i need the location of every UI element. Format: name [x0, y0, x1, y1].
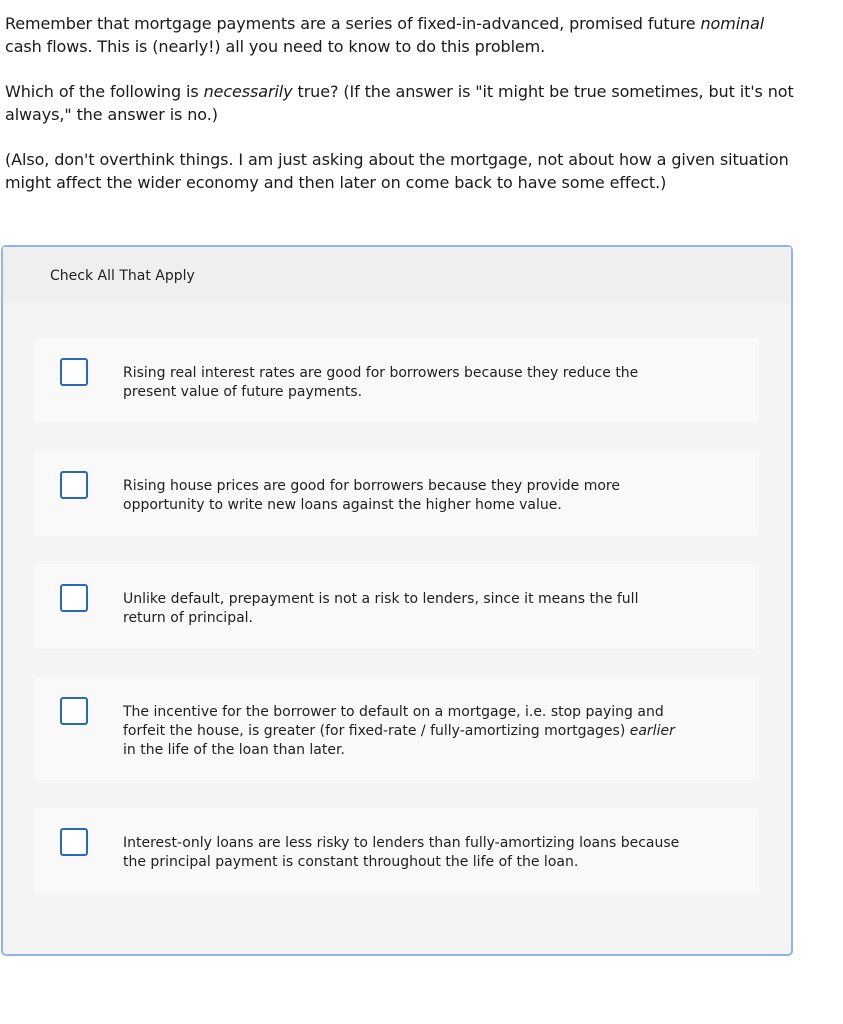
option-4-text-part: The incentive for the borrower to default on a mortgage, i.e. stop paying and forfeit the house, is greater (for fixed-rate / fully-amortizing mortgages) — [123, 704, 664, 739]
checkbox-option-1[interactable] — [60, 358, 88, 386]
checkbox-option-2[interactable] — [60, 471, 88, 499]
option-4-emphasis: earlier — [629, 723, 675, 739]
option-1-text: Rising real interest rates are good for borrowers because they reduce the present value of future payments. — [123, 365, 639, 400]
prompt-emphasis: necessarily — [203, 82, 293, 101]
answer-option-2[interactable] — [34, 451, 759, 536]
prompt-text: Which of the following is — [5, 82, 204, 101]
answer-option-4[interactable] — [34, 677, 759, 780]
check-all-that-apply-label: Check All That Apply — [50, 268, 195, 284]
answer-option-5[interactable] — [34, 808, 759, 893]
option-4-text — [123, 703, 683, 760]
answer-panel — [1, 245, 793, 956]
checkbox-option-3[interactable] — [60, 584, 88, 612]
prompt-emphasis: nominal — [700, 14, 765, 33]
panel-header — [3, 247, 791, 304]
question-prompt — [5, 12, 795, 216]
prompt-paragraph-1 — [5, 12, 795, 58]
prompt-text: cash flows. This is (nearly!) all you need to know to do this problem. — [5, 37, 546, 56]
answer-option-3[interactable] — [34, 564, 759, 649]
prompt-paragraph-2 — [5, 80, 795, 126]
answer-option-1[interactable] — [34, 338, 759, 423]
option-5-text: Interest-only loans are less risky to lenders than fully-amortizing loans because the principal payment is constant throughout the life of the loan. — [123, 835, 680, 870]
option-2-text: Rising house prices are good for borrowers because they provide more opportunity to write new loans against the higher home value. — [123, 478, 620, 513]
prompt-paragraph-3: (Also, don't overthink things. I am just asking about the mortgage, not about how a given situation might affect the wider economy and then later on come back to have some effect.) — [5, 150, 789, 192]
checkbox-option-5[interactable] — [60, 828, 88, 856]
prompt-text: Remember that mortgage payments are a series of fixed-in-advanced, promised future — [5, 14, 701, 33]
option-3-text: Unlike default, prepayment is not a risk to lenders, since it means the full return of principal. — [123, 591, 639, 626]
checkbox-option-4[interactable] — [60, 697, 88, 725]
option-4-text-part: in the life of the loan than later. — [123, 742, 345, 758]
prompt-text: true? (If the answer is "it might be true sometimes, but it's not always," the answer is no.) — [5, 82, 794, 124]
